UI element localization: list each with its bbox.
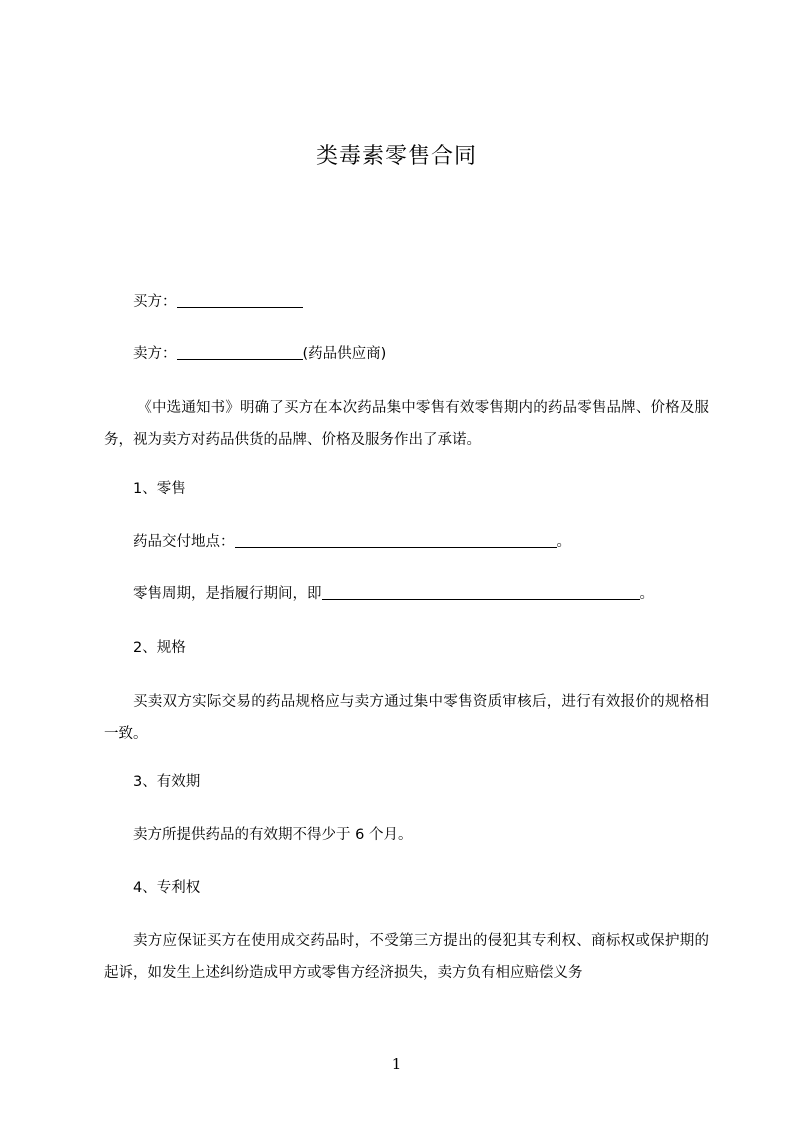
delivery-label: 药品交付地点： [133, 534, 235, 550]
seller-blank [177, 345, 303, 360]
buyer-line [133, 292, 703, 312]
delivery-blank [235, 533, 557, 548]
seller-note: (药品供应商) [302, 346, 387, 362]
section1-heading: 1、零售 [133, 481, 186, 497]
seller-line [133, 344, 703, 364]
seller-label: 卖方： [133, 346, 177, 362]
section2-body: 买卖双方实际交易的药品规格应与卖方通过集中零售资质审核后，进行有效报价的规格相一致。 [104, 694, 709, 742]
period-blank [322, 585, 640, 600]
section3-body: 卖方所提供药品的有效期不得少于 6 个月。 [133, 827, 413, 843]
delivery-end: 。 [556, 534, 571, 550]
document-title: 类毒素零售合同 [315, 144, 477, 169]
period-line [133, 584, 703, 604]
period-end: 。 [639, 586, 654, 602]
section3-heading: 3、有效期 [133, 774, 201, 790]
buyer-label: 买方： [133, 294, 177, 310]
intro-paragraph: 《中选通知书》明确了买方在本次药品集中零售有效零售期内的药品零售品牌、价格及服务，视为卖方对药品供货的品牌、价格及服务作出了承诺。 [104, 400, 709, 448]
section4-body: 卖方应保证买方在使用成交药品时，不受第三方提出的侵犯其专利权、商标权或保护期的起诉，如发生上述纠纷造成甲方或零售方经济损失，卖方负有相应赔偿义务 [104, 933, 709, 981]
delivery-line [133, 532, 703, 552]
period-label: 零售周期，是指履行期间，即 [133, 586, 322, 602]
section4-heading: 4、专利权 [133, 880, 201, 896]
page-number: 1 [391, 1055, 402, 1073]
buyer-blank [177, 293, 303, 308]
section2-heading: 2、规格 [133, 640, 186, 656]
